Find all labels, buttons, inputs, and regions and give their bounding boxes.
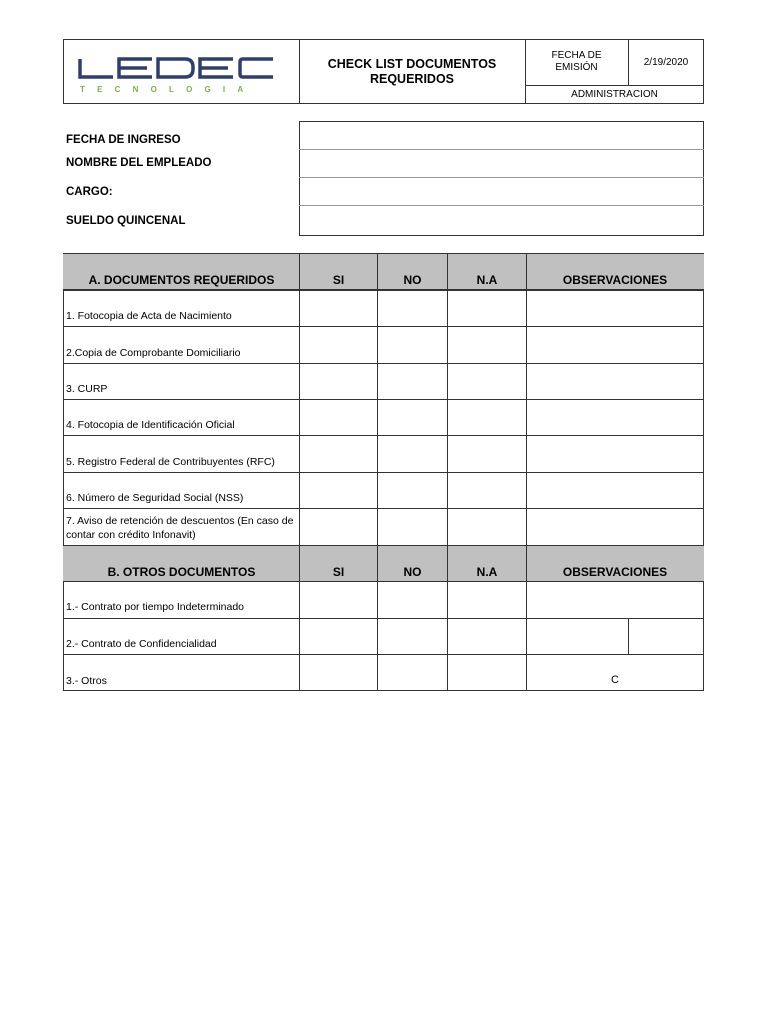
- salary-field[interactable]: [300, 206, 703, 235]
- column-divider: [628, 618, 629, 655]
- col-observaciones: OBSERVACIONES: [562, 564, 668, 579]
- hire-date-label: FECHA DE INGRESO: [66, 134, 181, 146]
- employee-name-field[interactable]: [300, 150, 703, 177]
- document-title: CHECK LIST DOCUMENTOS REQUERIDOS: [299, 39, 526, 104]
- salary-label: SUELDO QUINCENAL: [66, 215, 186, 227]
- doc-row-label: 1. Fotocopia de Acta de Nacimiento: [66, 310, 232, 322]
- doc-row-label: 4. Fotocopia de Identificación Oficial: [66, 419, 235, 431]
- divider: [63, 399, 704, 400]
- divider: [63, 363, 704, 364]
- divider: [63, 472, 704, 473]
- col-no: NO: [403, 564, 422, 579]
- company-logo: [63, 39, 300, 104]
- col-observaciones: OBSERVACIONES: [562, 272, 668, 287]
- section-b-title: B. OTROS DOCUMENTOS: [107, 564, 256, 579]
- doc-row-label: 3. CURP: [66, 383, 108, 395]
- issue-date-label: FECHA DE EMISIÓN: [525, 39, 629, 86]
- doc-row-label: 5. Registro Federal de Contribuyentes (RFC): [66, 456, 275, 468]
- column-divider: [299, 253, 300, 691]
- section-a-title: A. DOCUMENTOS REQUERIDOS: [88, 272, 275, 287]
- svg-text:TECNOLOGIA: TECNOLOGIA: [80, 85, 256, 94]
- col-na: N.A: [476, 564, 498, 579]
- doc-row-label: 2.Copia de Comprobante Domiciliario: [66, 347, 241, 359]
- ledec-logo-icon: [63, 39, 300, 104]
- other-doc-row-label: 2.- Contrato de Confidencialidad: [66, 638, 217, 650]
- employee-name-label: NOMBRE DEL EMPLEADO: [66, 157, 212, 169]
- divider: [63, 435, 704, 436]
- col-si: SI: [332, 272, 345, 287]
- col-si: SI: [332, 564, 345, 579]
- col-na: N.A: [476, 272, 498, 287]
- department-label: ADMINISTRACION: [571, 89, 658, 100]
- hire-date-field[interactable]: [300, 122, 703, 149]
- issue-date-value: 2/19/2020: [628, 39, 704, 86]
- observaciones-value: C: [611, 674, 619, 686]
- divider: [63, 508, 704, 509]
- position-field[interactable]: [300, 178, 703, 205]
- divider: [63, 618, 704, 619]
- column-divider: [447, 253, 448, 691]
- col-no: NO: [403, 272, 422, 287]
- other-doc-row-label: 1.- Contrato por tiempo Indeterminado: [66, 601, 245, 613]
- divider: [63, 326, 704, 327]
- doc-row-label: 6. Número de Seguridad Social (NSS): [66, 492, 244, 504]
- divider: [63, 290, 704, 291]
- divider: [63, 654, 704, 655]
- position-label: CARGO:: [66, 186, 113, 198]
- column-divider: [377, 253, 378, 691]
- doc-row-label: 7. Aviso de retención de descuentos (En caso de contar con crédito Infonavit): [66, 515, 294, 541]
- column-divider: [526, 253, 527, 691]
- other-doc-row-label: 3.- Otros: [66, 675, 107, 687]
